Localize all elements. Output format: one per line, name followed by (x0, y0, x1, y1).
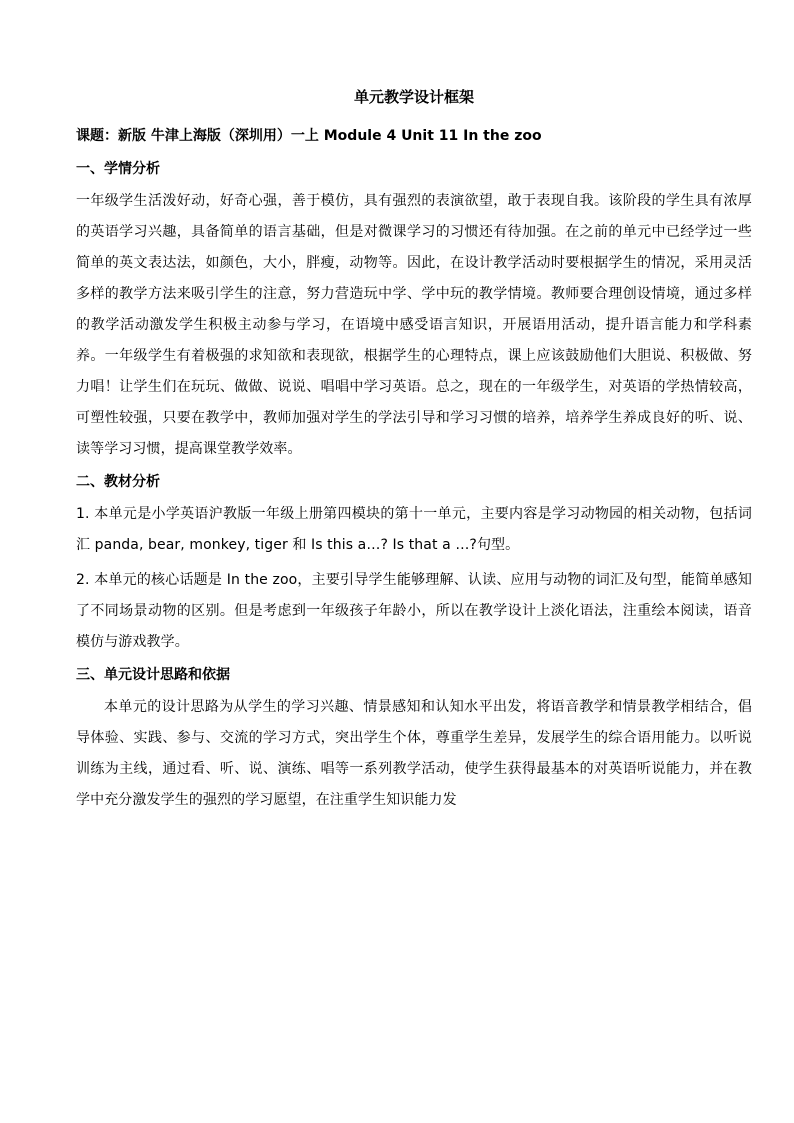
document-body (76, 84, 752, 820)
section-heading: 三、单元设计思路和依据 (76, 667, 230, 683)
document-title: 单元教学设计框架 (353, 88, 474, 106)
section-learner-analysis (76, 156, 752, 465)
section-heading: 二、教材分析 (76, 474, 160, 490)
section-heading: 一、学情分析 (76, 161, 160, 177)
paragraph: 一年级学生活泼好动，好奇心强，善于模仿，具有强烈的表演欲望，敢于表现自我。该阶段的学生具有浓厚的英语学习兴趣，具备简单的语言基础，但是对微课学习的习惯还有待加强。在之前的单元中已经学过一些简单的英文表达法，如颜色，大小，胖瘦，动物等。因此，在设计教学活动时要根据学生的情况，采用灵活多样的教学方法来吸引学生的注意，努力营造玩中学、学中玩的教学情境。教师要合理创设情境，通过多样的教学活动激发学生积极主动参与学习，在语境中感受语言知识，开展语用活动，提升语言能力和学科素养。一年级学生有着极强的求知欲和表现欲，根据学生的心理特点，课上应该鼓励他们大胆说、积极做、努力唱！让学生们在玩玩、做做、说说、唱唱中学习英语。总之，现在的一年级学生，对英语的学热情较高，可塑性较强，只要在教学中，教师加强对学生的学法引导和学习习惯的培养，培养学生养成良好的听、说、读等学习习惯，提高课堂教学效率。 (76, 193, 752, 457)
paragraph: 本单元的设计思路为从学生的学习兴趣、情景感知和认知水平出发，将语音教学和情景教学相结合，倡导体验、实践、参与、交流的学习方式，突出学生个体，尊重学生差异，发展学生的综合语用能力。以听说训练为主线，通过看、听、说、演练、唱等一系列教学活动，使学生获得最基本的对英语听说能力，并在教学中充分激发学生的强烈的学习愿望，在注重学生知识能力发 (76, 699, 752, 808)
section-design-rationale (76, 662, 752, 816)
section-textbook-analysis (76, 469, 752, 658)
paragraph: 2. 本单元的核心话题是 In the zoo，主要引导学生能够理解、认读、应用与动物的词汇及句型，能简单感知了不同场景动物的区别。但是考虑到一年级孩子年龄小，所以在教学设计上淡化语法，注重绘本阅读，语音模仿与游戏教学。 (76, 572, 752, 650)
paragraph: 1. 本单元是小学英语沪教版一年级上册第四模块的第十一单元，主要内容是学习动物园的相关动物，包括词汇 panda, bear, monkey, tiger 和 Is this a…? Is that a …?句型。 (76, 506, 752, 553)
lesson-title: 课题：新版 牛津上海版（深圳用）一上 Module 4 Unit 11 In the zoo (76, 128, 542, 144)
